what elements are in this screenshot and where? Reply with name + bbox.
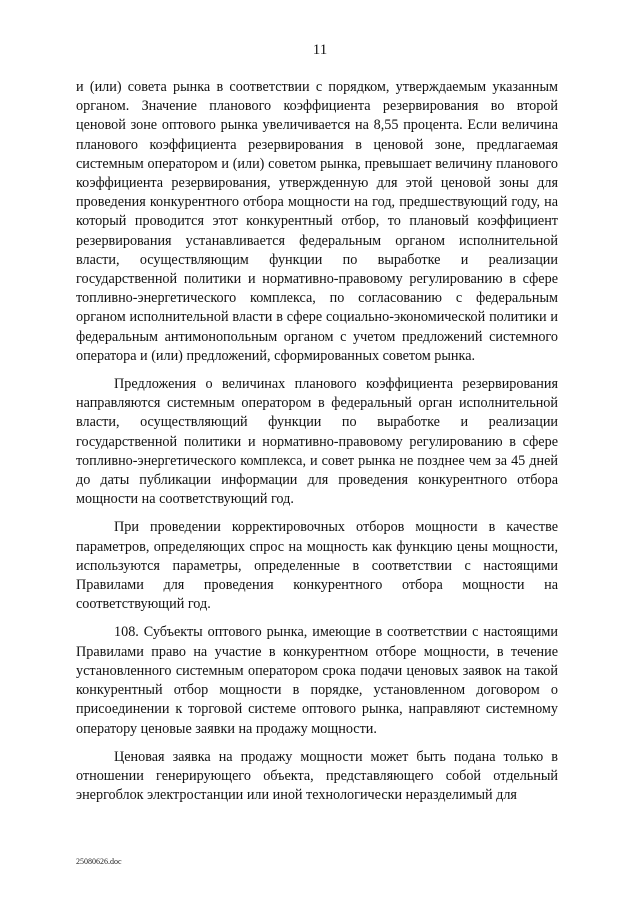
paragraph-108: 108. Субъекты оптового рынка, имеющие в соответствии с настоящими Правилами право на участие в конкурентном отборе мощности, в течение установленного системным оператором срока подачи ценовых заявок на такой конкурентный отбор мощности в порядке, установленном договором о присоединении к торговой системе оптового рынка, направляют системному оператору ценовые заявки на продажу мощности. <box>76 624 558 737</box>
document-body <box>76 78 558 805</box>
page-number: 11 <box>312 42 328 58</box>
paragraph-proposals: Предложения о величинах планового коэффициента резервирования направляются системным оператором в федеральный орган исполнительной власти, осуществляющий функции по выработке и реализации государственной политики и нормативно-правовому регулированию в сфере топливно-энергетического комплекса, и совет рынка не позднее чем за 45 дней до даты публикации информации для проведения конкурентного отбора мощности на соответствующий год. <box>76 376 558 508</box>
paragraph-price-bid: Ценовая заявка на продажу мощности может быть подана только в отношении генерирующего объекта, представляющего собой отдельный энергоблок электростанции или иной технологически неразделимый для <box>76 748 558 804</box>
paragraph-corrective-selection: При проведении корректировочных отборов мощности в качестве параметров, определяющих спрос на мощность как функцию цены мощности, используются параметры, определенные в соответствии с настоящими Правилами для проведения конкурентного отбора мощности на соответствующий год. <box>76 519 558 613</box>
paragraph-continuation: и (или) совета рынка в соответствии с порядком, утверждаемым указанным органом. Значение планового коэффициента резервирования во второй ценовой зоне оптового рынка увеличивается на 8,55 процента. Если величина планового коэффициента резервирования в ценовой зоне, предлагаемая системным оператором и (или) советом рынка, превышает величину планового коэффициента резервирования, утвержденную для этой ценовой зоны для проведения конкурентного отбора мощности на год, предшествующий году, на который проводится этот конкурентный отбор, то плановый коэффициент резервирования устанавливается федеральным органом исполнительной власти, осуществляющим функции по выработке и реализации государственной политики и нормативно-правовому регулированию в сфере топливно-энергетического комплекса, по согласованию с федеральным органом исполнительной власти в сфере социально-экономической политики и федеральным антимонопольным органом с учетом предложений системного оператора и (или) предложений, сформированных советом рынка. <box>76 79 558 364</box>
footer-filename: 25080626.doc <box>76 857 122 866</box>
